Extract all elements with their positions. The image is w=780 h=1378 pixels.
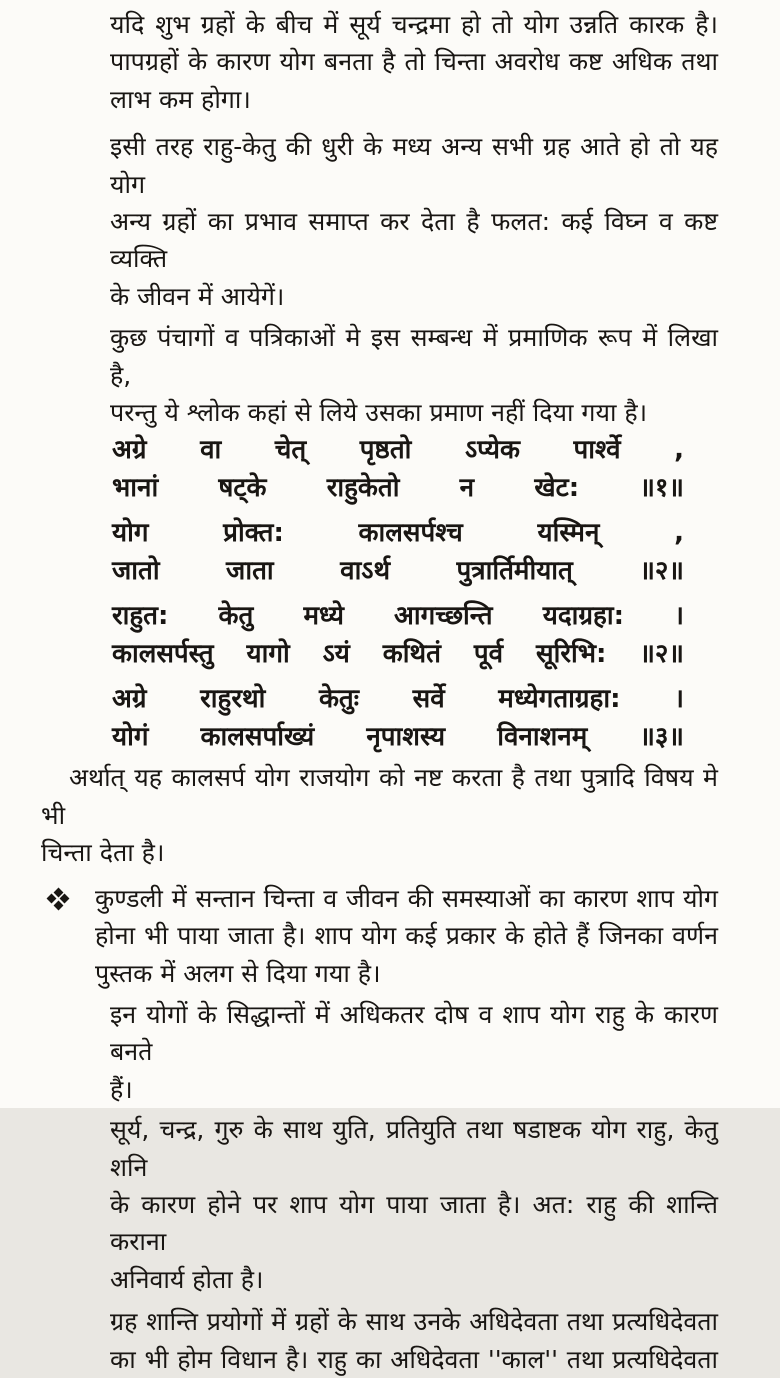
text-line: यदि शुभ ग्रहों के बीच में सूर्य चन्द्रमा हो तो योग उन्नति कारक है। xyxy=(110,10,718,39)
shloka-line: अग्रे वा चेत् पृष्ठतो ऽप्येक पार्श्वे , xyxy=(112,435,684,466)
text-line: हैं। xyxy=(110,1074,133,1104)
text-line: पुस्तक में अलग से दिया गया है। xyxy=(95,958,381,988)
text-line: अन्य ग्रहों का प्रभाव समाप्त कर देता है फलत: कई विघ्न व कष्ट व्यक्ति xyxy=(110,207,718,274)
text-line: पापग्रहों के कारण योग बनता है तो चिन्ता अवरोध कष्ट अधिक तथा xyxy=(110,47,718,77)
shloka-line: कालसर्पस्तु यागो ऽयं कथितं पूर्व सूरिभि: ॥२॥ xyxy=(112,639,684,670)
text-line: का भी होम विधान है। राहु का अधिदेवता ''काल'' तथा प्रत्यधिदेवता xyxy=(110,1344,718,1374)
paragraph-rahu-ketu-dhuri xyxy=(0,128,780,315)
shloka-block xyxy=(0,431,780,756)
shloka-couplet-4 xyxy=(0,680,780,756)
text-line: के जीवन में आयेगें। xyxy=(110,281,285,311)
text-line: कुण्डली में सन्तान चिन्ता व जीवन की समस्याओं का कारण शाप योग xyxy=(95,883,718,913)
paragraph-in-yogon xyxy=(0,996,780,1108)
text-line: चिन्ता देता है। xyxy=(41,838,165,868)
paragraph-grah-shanti xyxy=(0,1303,780,1378)
text-line: सूर्य, चन्द्र, गुरु के साथ युति, प्रतियुति तथा षडाष्टक योग राहु, केतु शनि xyxy=(110,1115,718,1182)
shloka-line: अग्रे राहुरथो केतुः सर्वे मध्येगताग्रहा: । xyxy=(112,684,684,715)
shloka-line: योगं कालसर्पाख्यं नृपाशस्य विनाशनम् ॥३॥ xyxy=(112,722,684,753)
shloka-line: जातो जाता वाऽर्थ पुत्रार्तिमीयात् ॥२॥ xyxy=(112,556,684,587)
diamond-bullet-icon xyxy=(48,889,68,909)
paragraph-panchang-pramanik xyxy=(0,319,780,431)
text-line: इन योगों के सिद्धान्तों में अधिकतर दोष व शाप योग राहु के कारण बनते xyxy=(110,999,718,1067)
bullet-item-shaap-yog xyxy=(0,880,780,992)
text-line: अर्थात् यह कालसर्प योग राजयोग को नष्ट करता है तथा पुत्रादि विषय मे भी xyxy=(41,763,718,830)
shloka-couplet-1 xyxy=(0,431,780,507)
text-line: इसी तरह राहु-केतु की धुरी के मध्य अन्य सभी ग्रह आते हो तो यह योग xyxy=(110,132,718,199)
text-line: अनिवार्य होता है। xyxy=(110,1264,264,1294)
text-line: ग्रह शान्ति प्रयोगों में ग्रहों के साथ उनके अधिदेवता तथा प्रत्यधिदेवता xyxy=(110,1307,718,1337)
text-line: लाभ कम होगा। xyxy=(110,84,251,114)
shloka-line: भानां षट्के राहुकेतो न खेट: ॥१॥ xyxy=(112,473,684,504)
shloka-line: योग प्रोक्त: कालसर्पश्च यस्मिन् , xyxy=(112,518,684,549)
paragraph-shubh-grah xyxy=(0,6,780,118)
text-line: परन्तु ये श्लोक कहां से लिये उसका प्रमाण नहीं दिया गया है। xyxy=(110,398,648,428)
shloka-couplet-2 xyxy=(0,514,780,590)
text-line: के कारण होने पर शाप योग पाया जाता है। अत: राहु की शान्ति कराना xyxy=(110,1189,718,1257)
paragraph-arthat-kalsarp xyxy=(0,759,780,871)
text-line: होना भी पाया जाता है। शाप योग कई प्रकार के होते हैं जिनका वर्णन xyxy=(95,921,718,951)
text-line: कुछ पंचागों व पत्रिकाओं मे इस सम्बन्ध में प्रमाणिक रूप में लिखा है, xyxy=(110,323,718,390)
paragraph-surya-chandra xyxy=(0,1111,780,1298)
shloka-couplet-3 xyxy=(0,597,780,673)
shloka-line: राहुत: केतु मध्ये आगच्छन्ति यदाग्रहा: । xyxy=(112,601,684,632)
